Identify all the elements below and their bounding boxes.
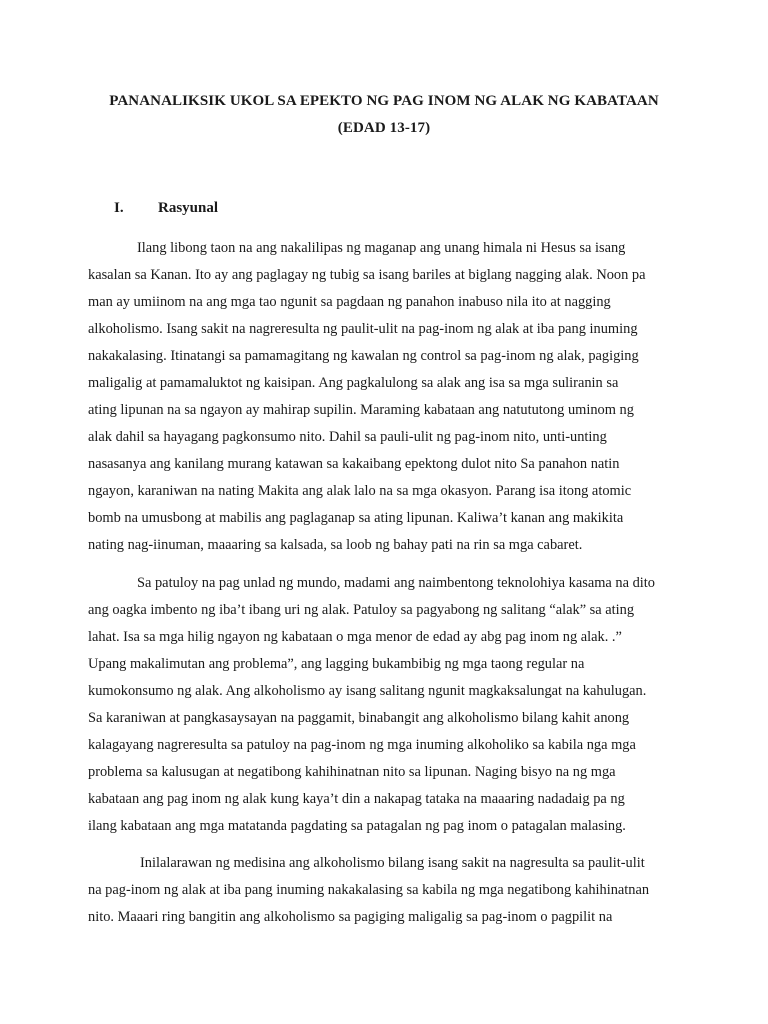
paragraph-line: na pag-inom ng alak at iba pang inuming nakakalasing sa kabila ng mga negatibong kahihinatnan <box>88 882 650 898</box>
paragraph-line: kasalan sa Kanan. Ito ay ang paglagay ng tubig sa isang bariles at biglang nagging alak. Noon pa <box>88 267 646 283</box>
paragraph-line: problema sa kalusugan at negatibong kahihinatnan nito sa lipunan. Naging bisyo na ng mga <box>88 764 616 780</box>
paragraph-line: kalagayang nagreresulta sa patuloy na pag-inom ng mga inuming alkoholiko sa kabila nga mga <box>88 737 636 753</box>
paragraph-line: lahat. Isa sa mga hilig ngayon ng kabataan o mga menor de edad ay abg pag inom ng alak. .” <box>88 629 622 645</box>
paragraph-line: alkoholismo. Isang sakit na nagreresulta ng paulit-ulit na pag-inom ng alak at iba pang inuming <box>88 321 638 337</box>
paragraph-line: nating nag-iinuman, maaaring sa kalsada, sa loob ng bahay pati na rin sa mga cabaret. <box>88 537 583 553</box>
paragraph-line: ngayon, karaniwan na nating Makita ang alak lalo na sa mga okasyon. Parang isa itong atomic <box>88 483 632 499</box>
paragraph-line: alak dahil sa hayagang pagkonsumo nito. Dahil sa pauli-ulit ng pag-inom nito, unti-unting <box>88 429 607 445</box>
paragraph-line: Sa karaniwan at pangkasaysayan na paggamit, binabangit ang alkoholismo bilang kahit anong <box>88 710 630 726</box>
paragraph-line: nakakalasing. Itinatangi sa pamamagitang ng kawalan ng control sa pag-inom ng alak, pagiging <box>88 348 639 364</box>
paragraph-2 <box>88 570 692 840</box>
section-title: Rasyunal <box>158 200 219 216</box>
paragraph-line: Upang makalimutan ang problema”, ang lagging bukambibig ng mga taong regular na <box>88 656 585 672</box>
section-number: I. <box>114 200 124 216</box>
paragraph-line: kumokonsumo ng alak. Ang alkoholismo ay isang salitang ngunit magkaksalungat na kahulugan. <box>88 683 647 699</box>
document-title-line-2: (EDAD 13-17) <box>337 120 431 136</box>
paragraph-line: man ay umiinom na ang mga tao ngunit sa pagdaan ng panahon inabuso nila ito at nagging <box>88 294 611 310</box>
paragraph-line: Ilang libong taon na ang nakalilipas ng maganap ang unang himala ni Hesus sa isang <box>137 240 626 256</box>
section-heading <box>114 200 218 217</box>
paragraph-line: ang oagka imbento ng iba’t ibang uri ng alak. Patuloy sa pagyabong ng salitang “alak” sa ating <box>88 602 635 618</box>
paragraph-line: kabataan ang pag inom ng alak kung kaya’t din a nakapag tataka na maaaring nadadaig pa ng <box>88 791 625 807</box>
paragraph-line: bomb na umusbong at mabilis ang paglaganap sa ating lipunan. Kaliwa’t kanan ang makikita <box>88 510 624 526</box>
paragraph-line: ilang kabataan ang mga matatanda pagdating sa patagalan ng pag inom o patagalan malasing. <box>88 818 626 834</box>
paragraph-line: nito. Maaari ring bangitin ang alkoholismo sa pagiging maligalig sa pag-inom o pagpilit na <box>88 909 613 925</box>
paragraph-line: maligalig at pamamaluktot ng kaisipan. Ang pagkalulong sa alak ang isa sa mga suliranin sa <box>88 375 619 391</box>
paragraph-1 <box>88 235 692 559</box>
paragraph-line: nasasanya ang kanilang murang katawan sa kakaibang epektong dulot nito Sa panahon natin <box>88 456 620 472</box>
paragraph-3 <box>88 850 692 931</box>
paragraph-line: Inilalarawan ng medisina ang alkoholismo bilang isang sakit na nagresulta sa paulit-ulit <box>140 855 645 871</box>
paragraph-line: ating lipunan na sa ngayon ay mahirap supilin. Maraming kabataan ang natututong uminom ng <box>88 402 634 418</box>
paragraph-line: Sa patuloy na pag unlad ng mundo, madami ang naimbentong teknolohiya kasama na dito <box>137 575 655 591</box>
document-title-line-1: PANANALIKSIK UKOL SA EPEKTO NG PAG INOM NG ALAK NG KABATAAN <box>109 93 659 109</box>
